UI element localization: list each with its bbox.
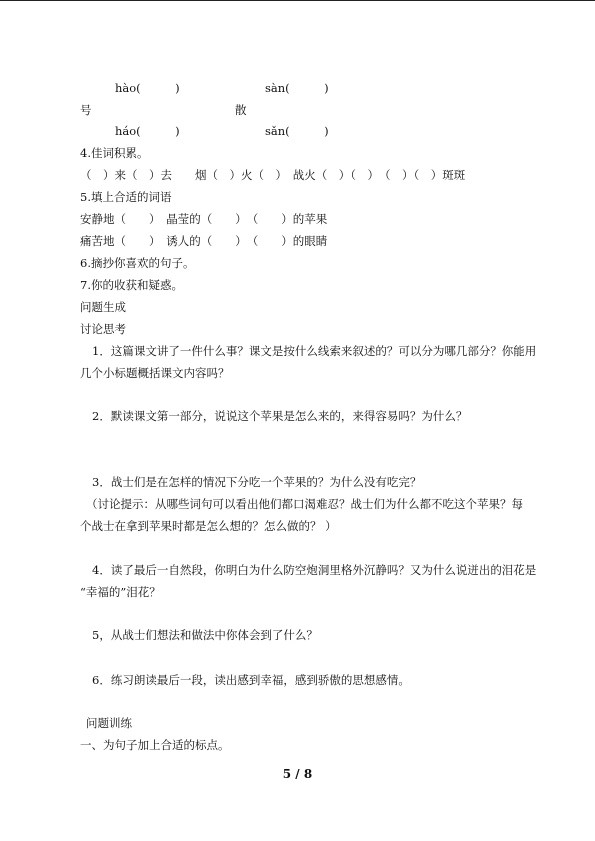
char-san: 散 <box>235 103 247 117</box>
heading-wenti-shengcheng: 问题生成 <box>80 300 126 314</box>
question-4-line1: 4．读了最后一自然段，你明白为什么防空炮洞里格外沉静吗？又为什么说迸出的泪花是 <box>92 563 537 577</box>
question-2: 2．默读课文第一部分，说说这个苹果是怎么来的，来得容易吗？为什么？ <box>92 409 468 423</box>
section-5-title: 5.填上合适的词语 <box>80 190 172 204</box>
section-4-line: （ ）来（ ）去 烟（ ）火（ ） 战火（ ）（ ） （ ）（ ）斑斑 <box>80 168 466 182</box>
heading-taolun: 讨论思考 <box>80 322 126 336</box>
pinyin-hao2: háo( ) <box>115 124 180 138</box>
heading-wenti-xunlian: 问题训练 <box>86 716 132 730</box>
question-3-hint-line2: 个战士在拿到苹果时都是怎么想的？怎么做的？ ） <box>80 519 337 533</box>
question-3: 3．战士们是在怎样的情况下分吃一个苹果的？为什么没有吃完？ <box>92 475 422 489</box>
pinyin-san3: sǎn( ) <box>265 124 329 138</box>
char-hao: 号 <box>80 103 92 117</box>
question-1-line2: 几个小标题概括课文内容吗？ <box>80 366 230 380</box>
section-5-line2: 痛苦地（ ） 诱人的（ ） （ ）的眼睛 <box>80 234 328 248</box>
section-5-line1: 安静地（ ） 晶莹的（ ） （ ）的苹果 <box>80 212 328 226</box>
section-6-title: 6.摘抄你喜欢的句子。 <box>80 256 195 270</box>
pinyin-hao4: hào( ) <box>115 81 180 95</box>
header-rule <box>0 0 595 1</box>
question-3-hint-line1: （讨论提示：从哪些词句可以看出他们都口渴难忍？战士们为什么都不吃这个苹果？每 <box>86 497 523 511</box>
question-6: 6．练习朗读最后一段，读出感到幸福，感到骄傲的思想感情。 <box>92 673 410 687</box>
pinyin-san4: sàn( ) <box>265 81 329 95</box>
question-5: 5，从战士们想法和做法中你体会到了什么？ <box>92 628 318 642</box>
page-number: 5 / 8 <box>282 767 313 781</box>
question-1-line1: 1．这篇课文讲了一件什么事？课文是按什么线索来叙述的？可以分为哪几部分？你能用 <box>92 344 537 358</box>
question-4-line2: “幸福的”泪花？ <box>80 585 161 599</box>
exercise-1-title: 一、为句子加上合适的标点。 <box>80 738 230 752</box>
section-4-title: 4.佳词积累。 <box>80 146 149 160</box>
section-7-title: 7.你的收获和疑惑。 <box>80 278 183 292</box>
